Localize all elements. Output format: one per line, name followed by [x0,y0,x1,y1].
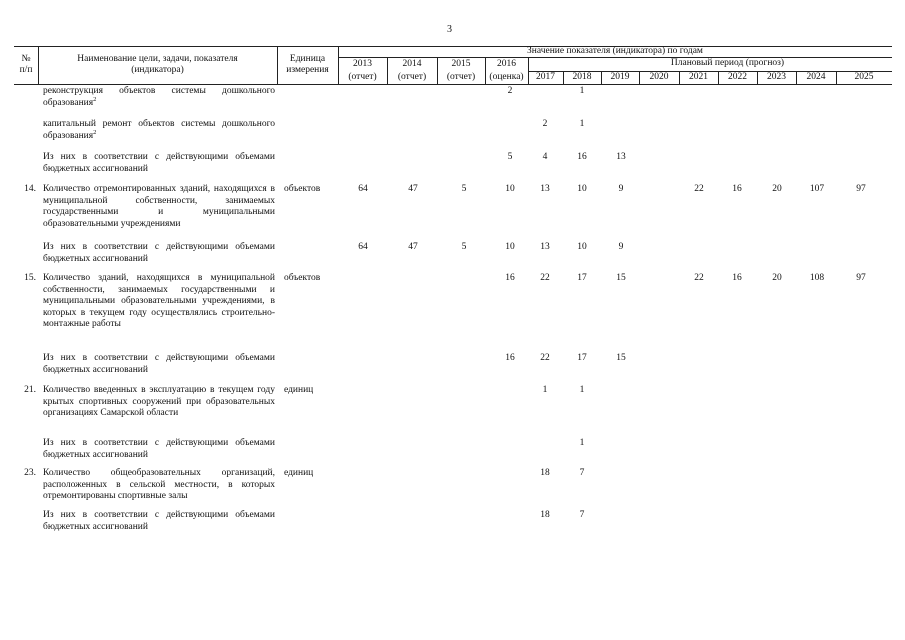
row-unit: объектов [284,184,321,194]
value-cell-2019: 9 [618,242,624,252]
value-cell-2017: 22 [540,273,550,283]
row-unit: объектов [284,273,321,283]
value-cell-2018: 7 [579,510,585,520]
value-cell-2019: 13 [616,152,626,162]
header-bottom-line [14,84,892,85]
value-cell-2024: 108 [809,273,825,283]
header-year: 2018 [572,72,592,82]
value-cell-2014: 47 [408,184,418,194]
value-cell-2016: 5 [507,152,513,162]
value-cell-2017: 13 [540,242,550,252]
header-year: 2021 [689,72,708,82]
value-cell-2018: 10 [577,184,587,194]
value-cell-2017: 13 [540,184,550,194]
header-year: 2017 [536,72,555,82]
header-year: 2016 [497,59,516,69]
value-cell-2015: 5 [461,242,467,252]
header-num-line1: № [21,54,31,64]
value-cell-2018: 1 [579,385,585,395]
value-cell-2014: 47 [408,242,418,252]
header-values-title: Значение показателя (индикатора) по годам [527,46,703,56]
row-name: Количество общеобразовательных организаций, расположенных в сельской местности, в которых отремонтированы спортивные залы [43,468,275,502]
row-number: 21. [24,385,36,395]
row-number: 15. [24,273,36,283]
row-name: капитальный ремонт объектов системы дошкольного образования$^2$ [43,119,275,141]
row-unit: единиц [284,385,314,395]
value-cell-2013: 64 [358,242,368,252]
footnote-mark: 2 [93,95,97,103]
value-cell-2015: 5 [461,184,467,194]
value-cell-2018: 1 [579,119,585,129]
header-unit [277,54,338,76]
header-unit-line1: Единица [289,54,326,64]
header-year: 2019 [610,72,630,82]
value-cell-2021: 22 [694,184,704,194]
header-year: 2014 [402,59,422,69]
header-plan-title: Плановый период (прогноз) [670,58,785,68]
value-cell-2019: 15 [616,353,626,363]
value-cell-2017: 4 [542,152,548,162]
row-unit: единиц [284,468,314,478]
value-cell-2016: 10 [505,184,515,194]
value-cell-2025: 97 [856,273,866,283]
value-cell-2017: 18 [540,510,550,520]
value-cell-2018: 10 [577,242,587,252]
header-year: 2022 [728,72,747,82]
header-year-sub: (оценка) [489,72,524,82]
header-year-sub: (отчет) [397,72,427,82]
value-cell-2023: 20 [772,273,782,283]
header-unit-line2: измерения [286,65,329,75]
row-number: 14. [24,184,36,194]
value-cell-2021: 22 [694,273,704,283]
value-cell-2017: 1 [542,385,548,395]
header-year-sub: (отчет) [348,72,377,82]
header-num [14,54,38,76]
value-cell-2016: 2 [507,86,513,96]
header-year: 2024 [806,72,826,82]
header-year: 2025 [854,72,874,82]
value-cell-2018: 16 [577,152,587,162]
row-name: Из них в соответствии с действующими объемами бюджетных ассигнований [43,152,275,174]
row-name: Количество отремонтированных зданий, находящихся в муниципальной собственности, занимаемых государственными и муниципальными образовательными учреждениями [43,184,275,229]
header-year-sub: (отчет) [446,72,476,82]
value-cell-2023: 20 [772,184,782,194]
value-cell-2019: 9 [618,184,624,194]
header-year: 2023 [767,72,786,82]
value-cell-2018: 17 [577,353,587,363]
value-cell-2019: 15 [616,273,626,283]
value-cell-2017: 2 [542,119,548,129]
header-name-line2: (индикатора) [131,65,184,75]
header-year: 2020 [649,72,669,82]
row-name: Количество зданий, находящихся в муниципальной собственности, занимаемых государственными и муниципальными образовательными учреждениями, в которых в текущем году осуществлялись строительно-монтажные работы [43,273,275,330]
value-cell-2024: 107 [809,184,825,194]
header-name [38,54,277,76]
row-name: реконструкция объектов системы дошкольного образования$^2$ [43,86,275,108]
value-cell-2018: 7 [579,468,585,478]
value-cell-2016: 10 [505,242,515,252]
header-year: 2015 [451,59,471,69]
header-year: 2013 [353,59,372,69]
value-cell-2025: 97 [856,184,866,194]
value-cell-2018: 1 [579,438,585,448]
header-num-line2: п/п [19,65,33,75]
footnote-mark: 2 [93,128,97,136]
row-name: Из них в соответствии с действующими объемами бюджетных ассигнований [43,510,275,532]
row-name: Количество введенных в эксплуатацию в текущем году крытых спортивных сооружений при образовательных организациях Самарской области [43,385,275,419]
row-name: Из них в соответствии с действующими объемами бюджетных ассигнований [43,242,275,264]
page-number: 3 [447,24,452,35]
value-cell-2016: 16 [505,273,515,283]
value-cell-2022: 16 [732,184,742,194]
row-number: 23. [24,468,36,478]
row-name: Из них в соответствии с действующими объемами бюджетных ассигнований [43,353,275,375]
value-cell-2013: 64 [358,184,368,194]
value-cell-2018: 17 [577,273,587,283]
value-cell-2022: 16 [732,273,742,283]
value-cell-2016: 16 [505,353,515,363]
value-cell-2017: 22 [540,353,550,363]
row-name: Из них в соответствии с действующими объемами бюджетных ассигнований [43,438,275,460]
value-cell-2017: 18 [540,468,550,478]
header-name-line1: Наименование цели, задачи, показателя [77,54,238,64]
value-cell-2018: 1 [579,86,585,96]
